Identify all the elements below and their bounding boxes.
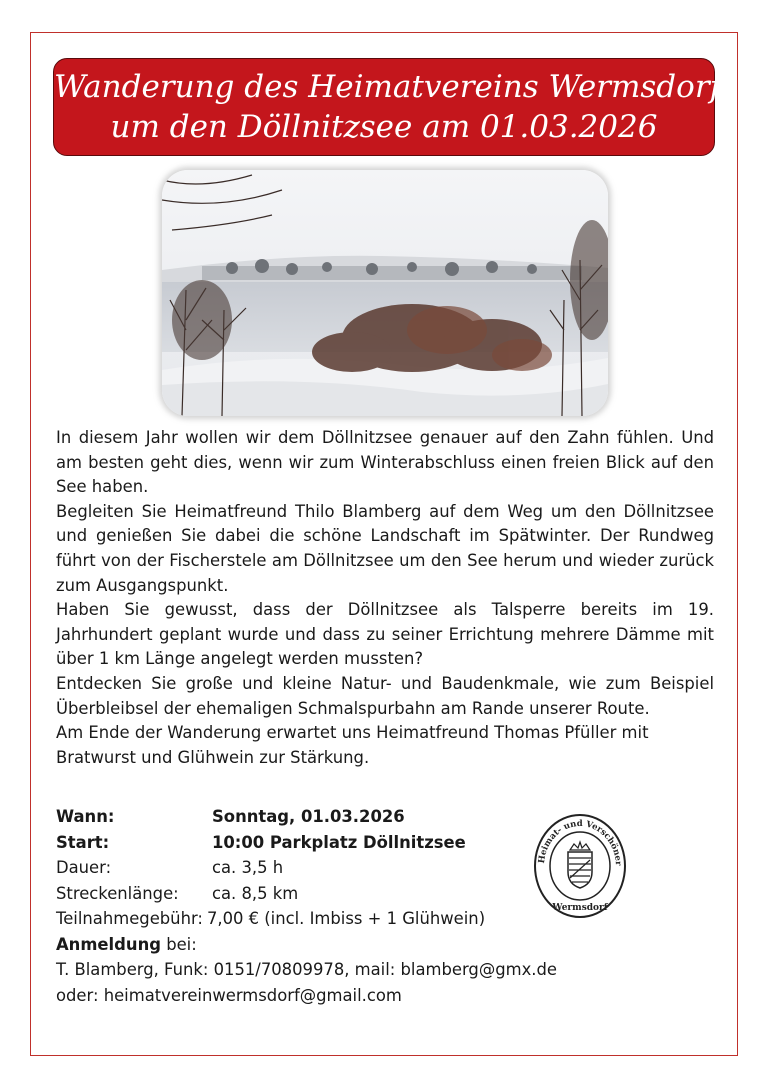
detail-value: ca. 8,5 km — [212, 883, 299, 903]
title-line-1: Wanderung des Heimatvereins Wermsdorf — [54, 69, 722, 105]
detail-label: Dauer: — [56, 858, 112, 877]
stamp-bottom-text: Wermsdorf — [552, 903, 608, 913]
detail-label: Wann: — [56, 807, 115, 826]
detail-value: Sonntag, 01.03.2026 — [212, 807, 405, 826]
paragraph: In diesem Jahr wollen wir dem Döllnitzsee genauer auf den Zahn fühlen. Und am besten geht dies, wenn wir zum Winterabschluss einen freien Blick auf den See haben. — [56, 428, 714, 497]
lake-photo — [162, 170, 608, 416]
paragraph: Begleiten Sie Heimatfreund Thilo Blamberg auf dem Weg um den Döllnitzsee und genießen Sie dabei die schöne Landschaft im Spätwinter. Der Rundweg führt von der Fischerstele am Döllnitzsee um den See herum und wieder zurück zum Ausgangspunkt. — [56, 501, 714, 595]
title-line-2: um den Döllnitzsee am 01.03.2026 — [110, 109, 658, 145]
anmeldung-label: Anmeldung — [56, 934, 161, 954]
paragraph: Entdecken Sie große und kleine Natur- und Baudenkmale, wie zum Beispiel Überbleibsel der ehemaligen Schmalspurbahn am Rande unserer Route. — [56, 673, 714, 718]
contact-line-1: T. Blamberg, Funk: 0151/70809978, mail: blamberg@gmx.de — [56, 960, 557, 979]
stamp-seal-icon — [532, 812, 628, 920]
anmeldung-suffix: bei: — [160, 934, 197, 954]
detail-value: 7,00 € (incl. Imbiss + 1 Glühwein) — [206, 909, 486, 928]
paragraph: Am Ende der Wanderung erwartet uns Heimatfreund Thomas Pfüller mit Bratwurst und Glühwein zur Stärkung. — [56, 723, 649, 767]
title-banner — [53, 58, 722, 156]
association-stamp — [532, 812, 628, 920]
contact-line-2: oder: heimatvereinwermsdorf@gmail.com — [56, 985, 402, 1005]
detail-value: 10:00 Parkplatz Döllnitzsee — [212, 832, 466, 852]
intro-text — [56, 426, 714, 770]
paragraph: Haben Sie gewusst, dass der Döllnitzsee als Talsperre bereits im 19. Jahrhundert geplant wurde und dass zu seiner Errichtung mehrere Dämme mit über 1 km Länge angelegt werden mussten? — [56, 600, 714, 669]
detail-row-anmeldung — [56, 932, 616, 958]
detail-label: Streckenlänge: — [56, 883, 179, 903]
winter-lake-image — [162, 170, 608, 416]
stamp-ring-text: Heimat- und Verschöner — [536, 818, 624, 866]
detail-label: Start: — [56, 832, 110, 852]
detail-label: Teilnahmegebühr: — [56, 909, 203, 928]
detail-value: ca. 3,5 h — [212, 858, 284, 877]
